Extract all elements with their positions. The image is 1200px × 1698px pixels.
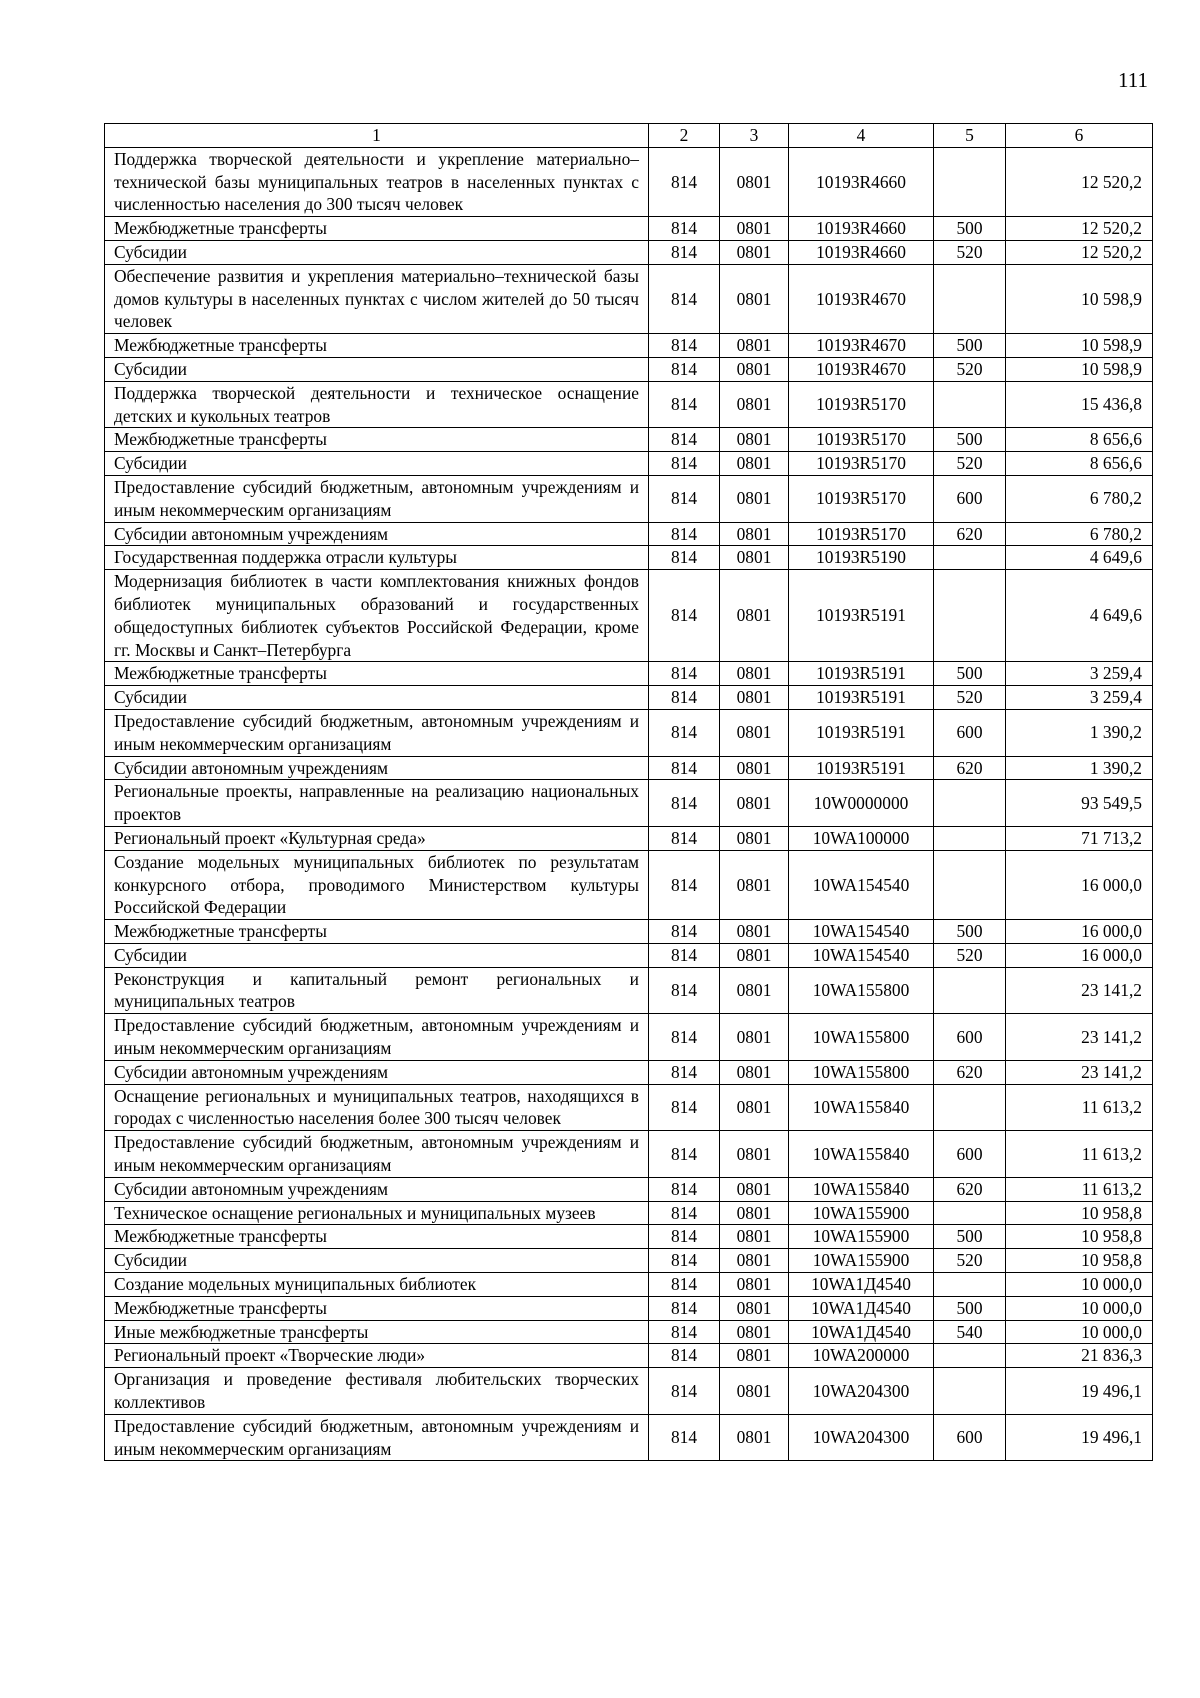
table-row — [105, 1414, 1153, 1461]
amount-cell: 10 000,0 — [1006, 1296, 1153, 1320]
row-name-cell: Субсидии автономным учреждениям — [105, 522, 649, 546]
expense-type-cell: 500 — [934, 217, 1006, 241]
section-code-cell: 0801 — [720, 1320, 789, 1344]
ministry-code-cell: 814 — [649, 1014, 720, 1061]
row-name-cell: Организация и проведение фестиваля любительских творческих коллективов — [105, 1368, 649, 1415]
ministry-code-cell: 814 — [649, 662, 720, 686]
target-article-cell: 10WA154540 — [789, 920, 934, 944]
table-row — [105, 1249, 1153, 1273]
ministry-code-cell: 814 — [649, 452, 720, 476]
section-code-cell: 0801 — [720, 826, 789, 850]
section-code-cell: 0801 — [720, 357, 789, 381]
row-name-cell: Субсидии — [105, 357, 649, 381]
ministry-code-cell: 814 — [649, 1084, 720, 1131]
table-row — [105, 1060, 1153, 1084]
table-body — [105, 147, 1153, 1461]
section-code-cell: 0801 — [720, 1249, 789, 1273]
table-row — [105, 826, 1153, 850]
expense-type-cell: 600 — [934, 1414, 1006, 1461]
table-row — [105, 522, 1153, 546]
section-code-cell: 0801 — [720, 709, 789, 756]
amount-cell: 10 000,0 — [1006, 1273, 1153, 1297]
ministry-code-cell: 814 — [649, 1225, 720, 1249]
expense-type-cell — [934, 1344, 1006, 1368]
section-code-cell: 0801 — [720, 943, 789, 967]
table-row — [105, 381, 1153, 428]
ministry-code-cell: 814 — [649, 1296, 720, 1320]
ministry-code-cell: 814 — [649, 967, 720, 1014]
expense-type-cell: 520 — [934, 943, 1006, 967]
target-article-cell: 10193R5170 — [789, 428, 934, 452]
table-row — [105, 475, 1153, 522]
ministry-code-cell: 814 — [649, 686, 720, 710]
table-row — [105, 662, 1153, 686]
ministry-code-cell: 814 — [649, 428, 720, 452]
target-article-cell: 10193R4670 — [789, 357, 934, 381]
expense-type-cell — [934, 1084, 1006, 1131]
expense-type-cell — [934, 826, 1006, 850]
section-code-cell: 0801 — [720, 428, 789, 452]
section-code-cell: 0801 — [720, 1273, 789, 1297]
column-header: 6 — [1006, 124, 1153, 148]
amount-cell: 3 259,4 — [1006, 662, 1153, 686]
expense-type-cell — [934, 1273, 1006, 1297]
table-row — [105, 1177, 1153, 1201]
row-name-cell: Техническое оснащение региональных и муниципальных музеев — [105, 1201, 649, 1225]
expense-type-cell: 600 — [934, 1014, 1006, 1061]
table-row — [105, 334, 1153, 358]
amount-cell: 10 958,8 — [1006, 1225, 1153, 1249]
expense-type-cell: 520 — [934, 686, 1006, 710]
target-article-cell: 10193R5190 — [789, 546, 934, 570]
table-row — [105, 570, 1153, 662]
amount-cell: 11 613,2 — [1006, 1084, 1153, 1131]
expense-type-cell: 620 — [934, 522, 1006, 546]
column-header: 5 — [934, 124, 1006, 148]
section-code-cell: 0801 — [720, 780, 789, 827]
expense-type-cell: 500 — [934, 1225, 1006, 1249]
column-header: 1 — [105, 124, 649, 148]
row-name-cell: Модернизация библиотек в части комплектования книжных фондов библиотек муниципальных образований и государственных общедоступных библиотек субъектов Российской Федерации, кроме гг. Москвы и Санкт–Петербурга — [105, 570, 649, 662]
amount-cell: 23 141,2 — [1006, 1014, 1153, 1061]
expense-type-cell: 500 — [934, 920, 1006, 944]
page-number: 111 — [1118, 68, 1148, 92]
amount-cell: 6 780,2 — [1006, 475, 1153, 522]
ministry-code-cell: 814 — [649, 357, 720, 381]
amount-cell: 11 613,2 — [1006, 1177, 1153, 1201]
ministry-code-cell: 814 — [649, 381, 720, 428]
target-article-cell: 10WA155900 — [789, 1249, 934, 1273]
amount-cell: 3 259,4 — [1006, 686, 1153, 710]
target-article-cell: 10193R5191 — [789, 756, 934, 780]
ministry-code-cell: 814 — [649, 546, 720, 570]
ministry-code-cell: 814 — [649, 1414, 720, 1461]
amount-cell: 12 520,2 — [1006, 147, 1153, 216]
row-name-cell: Субсидии — [105, 1249, 649, 1273]
table-row — [105, 546, 1153, 570]
amount-cell: 19 496,1 — [1006, 1368, 1153, 1415]
row-name-cell: Создание модельных муниципальных библиотек по результатам конкурсного отбора, проводимого Министерством культуры Российской Федерации — [105, 850, 649, 919]
section-code-cell: 0801 — [720, 1201, 789, 1225]
amount-cell: 8 656,6 — [1006, 428, 1153, 452]
ministry-code-cell: 814 — [649, 1344, 720, 1368]
amount-cell: 10 598,9 — [1006, 357, 1153, 381]
section-code-cell: 0801 — [720, 381, 789, 428]
amount-cell: 1 390,2 — [1006, 756, 1153, 780]
expense-type-cell — [934, 1201, 1006, 1225]
table-row — [105, 217, 1153, 241]
ministry-code-cell: 814 — [649, 920, 720, 944]
column-header: 4 — [789, 124, 934, 148]
column-header: 3 — [720, 124, 789, 148]
target-article-cell: 10WA1Д4540 — [789, 1320, 934, 1344]
amount-cell: 16 000,0 — [1006, 943, 1153, 967]
expense-type-cell: 620 — [934, 1177, 1006, 1201]
ministry-code-cell: 814 — [649, 1273, 720, 1297]
amount-cell: 21 836,3 — [1006, 1344, 1153, 1368]
row-name-cell: Межбюджетные трансферты — [105, 428, 649, 452]
target-article-cell: 10WA155840 — [789, 1084, 934, 1131]
row-name-cell: Иные межбюджетные трансферты — [105, 1320, 649, 1344]
amount-cell: 12 520,2 — [1006, 217, 1153, 241]
target-article-cell: 10193R4660 — [789, 217, 934, 241]
target-article-cell: 10193R4660 — [789, 147, 934, 216]
ministry-code-cell: 814 — [649, 217, 720, 241]
target-article-cell: 10WA155800 — [789, 1014, 934, 1061]
ministry-code-cell: 814 — [649, 1060, 720, 1084]
amount-cell: 10 958,8 — [1006, 1249, 1153, 1273]
ministry-code-cell: 814 — [649, 1249, 720, 1273]
row-name-cell: Субсидии автономным учреждениям — [105, 756, 649, 780]
ministry-code-cell: 814 — [649, 1131, 720, 1178]
target-article-cell: 10193R4670 — [789, 264, 934, 333]
expense-type-cell: 520 — [934, 452, 1006, 476]
column-number-row — [105, 124, 1153, 148]
target-article-cell: 10WA154540 — [789, 850, 934, 919]
table-row — [105, 1084, 1153, 1131]
amount-cell: 8 656,6 — [1006, 452, 1153, 476]
table-row — [105, 1296, 1153, 1320]
ministry-code-cell: 814 — [649, 709, 720, 756]
table-row — [105, 756, 1153, 780]
amount-cell: 16 000,0 — [1006, 920, 1153, 944]
target-article-cell: 10WA1Д4540 — [789, 1296, 934, 1320]
target-article-cell: 10193R5170 — [789, 452, 934, 476]
amount-cell: 10 000,0 — [1006, 1320, 1153, 1344]
ministry-code-cell: 814 — [649, 240, 720, 264]
amount-cell: 6 780,2 — [1006, 522, 1153, 546]
section-code-cell: 0801 — [720, 546, 789, 570]
table-row — [105, 709, 1153, 756]
ministry-code-cell: 814 — [649, 756, 720, 780]
row-name-cell: Создание модельных муниципальных библиотек — [105, 1273, 649, 1297]
section-code-cell: 0801 — [720, 1084, 789, 1131]
target-article-cell: 10WA155840 — [789, 1131, 934, 1178]
ministry-code-cell: 814 — [649, 826, 720, 850]
row-name-cell: Государственная поддержка отрасли культуры — [105, 546, 649, 570]
amount-cell: 23 141,2 — [1006, 967, 1153, 1014]
table-row — [105, 1273, 1153, 1297]
expense-type-cell: 500 — [934, 428, 1006, 452]
section-code-cell: 0801 — [720, 1060, 789, 1084]
target-article-cell: 10WA155900 — [789, 1225, 934, 1249]
row-name-cell: Предоставление субсидий бюджетным, автономным учреждениям и иным некоммерческим организациям — [105, 709, 649, 756]
section-code-cell: 0801 — [720, 570, 789, 662]
expense-type-cell — [934, 570, 1006, 662]
expense-type-cell: 600 — [934, 1131, 1006, 1178]
expense-type-cell: 500 — [934, 334, 1006, 358]
row-name-cell: Предоставление субсидий бюджетным, автономным учреждениям и иным некоммерческим организациям — [105, 1131, 649, 1178]
row-name-cell: Субсидии автономным учреждениям — [105, 1177, 649, 1201]
section-code-cell: 0801 — [720, 334, 789, 358]
section-code-cell: 0801 — [720, 217, 789, 241]
section-code-cell: 0801 — [720, 850, 789, 919]
row-name-cell: Субсидии — [105, 452, 649, 476]
ministry-code-cell: 814 — [649, 570, 720, 662]
amount-cell: 10 598,9 — [1006, 334, 1153, 358]
row-name-cell: Субсидии автономным учреждениям — [105, 1060, 649, 1084]
table-row — [105, 1225, 1153, 1249]
section-code-cell: 0801 — [720, 1344, 789, 1368]
target-article-cell: 10W0000000 — [789, 780, 934, 827]
target-article-cell: 10WA204300 — [789, 1414, 934, 1461]
row-name-cell: Межбюджетные трансферты — [105, 217, 649, 241]
table-row — [105, 1368, 1153, 1415]
table-row — [105, 240, 1153, 264]
target-article-cell: 10193R5170 — [789, 522, 934, 546]
table-row — [105, 1344, 1153, 1368]
ministry-code-cell: 814 — [649, 475, 720, 522]
section-code-cell: 0801 — [720, 662, 789, 686]
section-code-cell: 0801 — [720, 475, 789, 522]
expense-type-cell: 520 — [934, 240, 1006, 264]
table-row — [105, 1131, 1153, 1178]
table-row — [105, 1320, 1153, 1344]
ministry-code-cell: 814 — [649, 1320, 720, 1344]
row-name-cell: Межбюджетные трансферты — [105, 920, 649, 944]
ministry-code-cell: 814 — [649, 1201, 720, 1225]
section-code-cell: 0801 — [720, 967, 789, 1014]
section-code-cell: 0801 — [720, 1131, 789, 1178]
row-name-cell: Оснащение региональных и муниципальных театров, находящихся в городах с численностью населения более 300 тысяч человек — [105, 1084, 649, 1131]
expense-type-cell: 500 — [934, 1296, 1006, 1320]
table-row — [105, 264, 1153, 333]
row-name-cell: Субсидии — [105, 240, 649, 264]
row-name-cell: Поддержка творческой деятельности и техническое оснащение детских и кукольных театров — [105, 381, 649, 428]
amount-cell: 12 520,2 — [1006, 240, 1153, 264]
ministry-code-cell: 814 — [649, 943, 720, 967]
ministry-code-cell: 814 — [649, 147, 720, 216]
target-article-cell: 10WA155800 — [789, 967, 934, 1014]
expense-type-cell: 540 — [934, 1320, 1006, 1344]
expense-type-cell — [934, 780, 1006, 827]
section-code-cell: 0801 — [720, 1225, 789, 1249]
amount-cell: 16 000,0 — [1006, 850, 1153, 919]
target-article-cell: 10WA1Д4540 — [789, 1273, 934, 1297]
target-article-cell: 10WA155900 — [789, 1201, 934, 1225]
section-code-cell: 0801 — [720, 686, 789, 710]
row-name-cell: Межбюджетные трансферты — [105, 1296, 649, 1320]
section-code-cell: 0801 — [720, 147, 789, 216]
row-name-cell: Региональные проекты, направленные на реализацию национальных проектов — [105, 780, 649, 827]
target-article-cell: 10193R4670 — [789, 334, 934, 358]
section-code-cell: 0801 — [720, 1414, 789, 1461]
expense-type-cell — [934, 147, 1006, 216]
section-code-cell: 0801 — [720, 756, 789, 780]
row-name-cell: Реконструкция и капитальный ремонт региональных и муниципальных театров — [105, 967, 649, 1014]
table-row — [105, 780, 1153, 827]
ministry-code-cell: 814 — [649, 334, 720, 358]
section-code-cell: 0801 — [720, 452, 789, 476]
section-code-cell: 0801 — [720, 1177, 789, 1201]
table-row — [105, 1014, 1153, 1061]
table-row — [105, 428, 1153, 452]
target-article-cell: 10193R5191 — [789, 709, 934, 756]
row-name-cell: Предоставление субсидий бюджетным, автономным учреждениям и иным некоммерческим организациям — [105, 475, 649, 522]
row-name-cell: Предоставление субсидий бюджетным, автономным учреждениям и иным некоммерческим организациям — [105, 1014, 649, 1061]
target-article-cell: 10WA204300 — [789, 1368, 934, 1415]
section-code-cell: 0801 — [720, 920, 789, 944]
expense-type-cell: 620 — [934, 756, 1006, 780]
expense-type-cell — [934, 850, 1006, 919]
expense-type-cell: 500 — [934, 662, 1006, 686]
target-article-cell: 10193R5170 — [789, 381, 934, 428]
row-name-cell: Субсидии — [105, 943, 649, 967]
table-row — [105, 1201, 1153, 1225]
section-code-cell: 0801 — [720, 522, 789, 546]
section-code-cell: 0801 — [720, 1014, 789, 1061]
table-row — [105, 452, 1153, 476]
table-row — [105, 686, 1153, 710]
amount-cell: 1 390,2 — [1006, 709, 1153, 756]
row-name-cell: Поддержка творческой деятельности и укрепление материально–технической базы муниципальных театров в населенных пунктах с численностью населения до 300 тысяч человек — [105, 147, 649, 216]
row-name-cell: Субсидии — [105, 686, 649, 710]
amount-cell: 71 713,2 — [1006, 826, 1153, 850]
target-article-cell: 10WA200000 — [789, 1344, 934, 1368]
row-name-cell: Региональный проект «Творческие люди» — [105, 1344, 649, 1368]
expense-type-cell — [934, 381, 1006, 428]
table-row — [105, 967, 1153, 1014]
ministry-code-cell: 814 — [649, 1177, 720, 1201]
expense-type-cell — [934, 967, 1006, 1014]
amount-cell: 10 958,8 — [1006, 1201, 1153, 1225]
row-name-cell: Обеспечение развития и укрепления материально–технической базы домов культуры в населенных пунктах с числом жителей до 50 тысяч человек — [105, 264, 649, 333]
section-code-cell: 0801 — [720, 240, 789, 264]
ministry-code-cell: 814 — [649, 522, 720, 546]
ministry-code-cell: 814 — [649, 1368, 720, 1415]
table-row — [105, 850, 1153, 919]
budget-table — [104, 123, 1153, 1461]
amount-cell: 11 613,2 — [1006, 1131, 1153, 1178]
table-row — [105, 920, 1153, 944]
target-article-cell: 10WA155840 — [789, 1177, 934, 1201]
row-name-cell: Межбюджетные трансферты — [105, 334, 649, 358]
table-row — [105, 147, 1153, 216]
target-article-cell: 10193R5191 — [789, 662, 934, 686]
section-code-cell: 0801 — [720, 1368, 789, 1415]
row-name-cell: Предоставление субсидий бюджетным, автономным учреждениям и иным некоммерческим организациям — [105, 1414, 649, 1461]
amount-cell: 4 649,6 — [1006, 570, 1153, 662]
section-code-cell: 0801 — [720, 1296, 789, 1320]
amount-cell: 10 598,9 — [1006, 264, 1153, 333]
section-code-cell: 0801 — [720, 264, 789, 333]
target-article-cell: 10193R5170 — [789, 475, 934, 522]
amount-cell: 93 549,5 — [1006, 780, 1153, 827]
amount-cell: 23 141,2 — [1006, 1060, 1153, 1084]
ministry-code-cell: 814 — [649, 264, 720, 333]
expense-type-cell — [934, 264, 1006, 333]
expense-type-cell: 520 — [934, 357, 1006, 381]
table-row — [105, 357, 1153, 381]
target-article-cell: 10WA100000 — [789, 826, 934, 850]
table-row — [105, 943, 1153, 967]
expense-type-cell: 600 — [934, 709, 1006, 756]
row-name-cell: Региональный проект «Культурная среда» — [105, 826, 649, 850]
expense-type-cell — [934, 1368, 1006, 1415]
amount-cell: 15 436,8 — [1006, 381, 1153, 428]
target-article-cell: 10WA155800 — [789, 1060, 934, 1084]
row-name-cell: Межбюджетные трансферты — [105, 1225, 649, 1249]
expense-type-cell: 520 — [934, 1249, 1006, 1273]
expense-type-cell — [934, 546, 1006, 570]
row-name-cell: Межбюджетные трансферты — [105, 662, 649, 686]
target-article-cell: 10WA154540 — [789, 943, 934, 967]
target-article-cell: 10193R5191 — [789, 686, 934, 710]
expense-type-cell: 600 — [934, 475, 1006, 522]
column-header: 2 — [649, 124, 720, 148]
amount-cell: 4 649,6 — [1006, 546, 1153, 570]
target-article-cell: 10193R5191 — [789, 570, 934, 662]
ministry-code-cell: 814 — [649, 780, 720, 827]
target-article-cell: 10193R4660 — [789, 240, 934, 264]
expense-type-cell: 620 — [934, 1060, 1006, 1084]
ministry-code-cell: 814 — [649, 850, 720, 919]
amount-cell: 19 496,1 — [1006, 1414, 1153, 1461]
